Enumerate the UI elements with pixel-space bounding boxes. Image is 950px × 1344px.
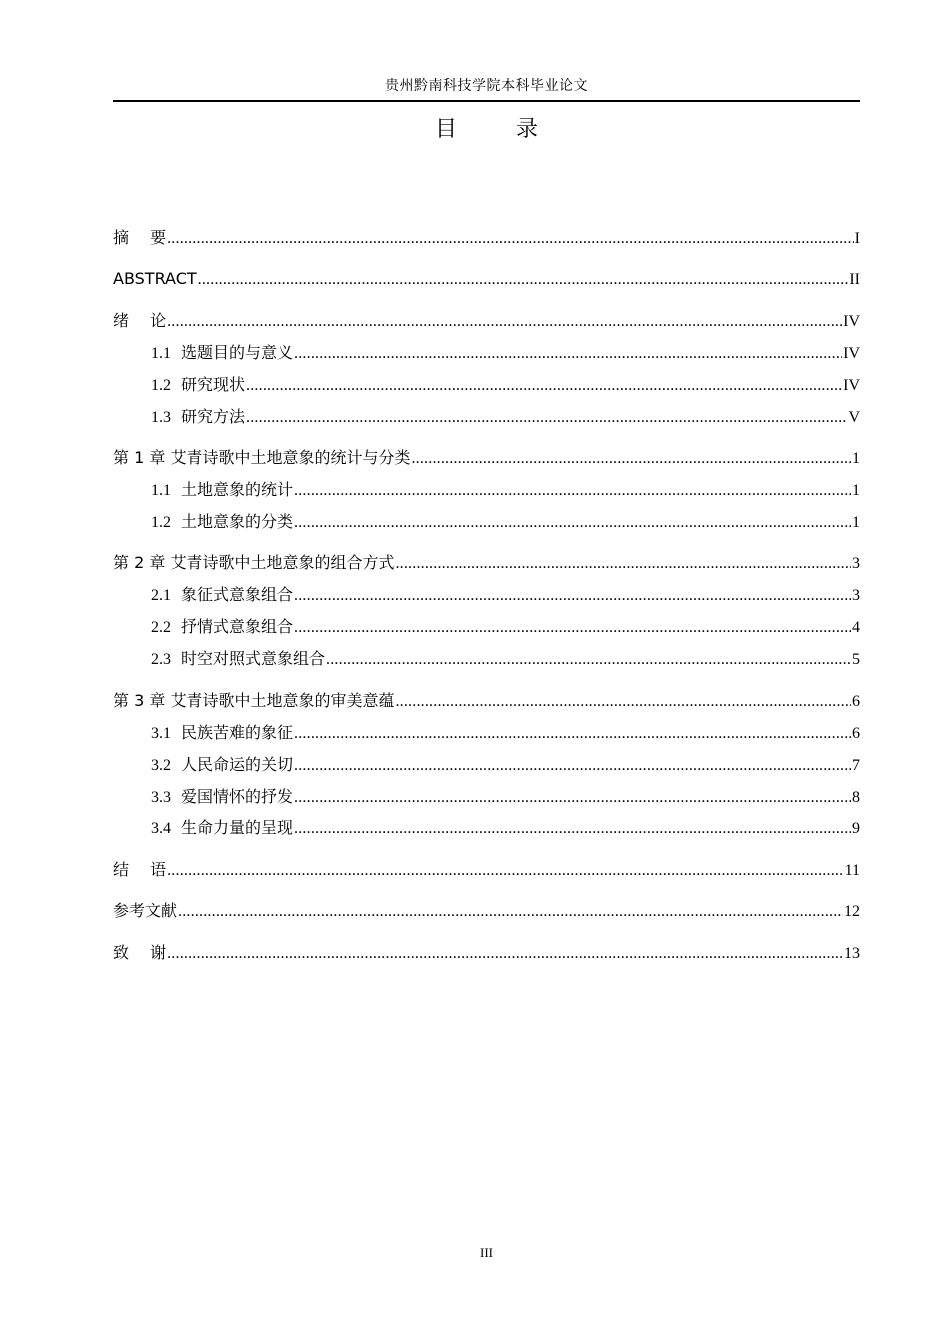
toc-entry-label: 抒情式意象组合 — [181, 617, 294, 636]
toc-entry-page: 5 — [852, 651, 860, 668]
toc-entry-conclusion[interactable] — [113, 859, 860, 881]
dot-leader — [294, 755, 851, 777]
toc-entry-page: IV — [843, 345, 860, 362]
dot-leader — [294, 480, 851, 502]
toc-entry-section[interactable] — [151, 722, 860, 744]
toc-entry-page: 6 — [852, 693, 860, 710]
dot-leader — [167, 943, 843, 965]
toc-entry-section[interactable] — [151, 584, 860, 606]
dot-leader — [178, 901, 843, 923]
dot-leader — [294, 617, 851, 639]
dot-leader — [395, 691, 851, 713]
toc-entry-page: 6 — [852, 725, 860, 742]
dot-leader — [246, 375, 842, 397]
dot-leader — [294, 512, 851, 534]
toc-entry-number: 3.1 — [151, 725, 171, 742]
toc-entry-page: 1 — [852, 514, 860, 531]
toc-entry-label: 土地意象的统计 — [181, 480, 294, 499]
toc-entry-abstract-cn[interactable] — [113, 227, 860, 249]
toc-title: 目 录 — [435, 117, 564, 142]
toc-entry-label: 致 谢 — [113, 943, 167, 962]
toc-entry-chapter-1[interactable] — [113, 447, 860, 469]
toc-entry-number: 1.1 — [151, 482, 171, 499]
toc-entry-label: 绪 论 — [113, 311, 167, 330]
toc-entry-number: 3.4 — [151, 820, 171, 837]
toc-entry-number: 1.3 — [151, 409, 171, 426]
running-header: 贵州黔南科技学院本科毕业论文 — [385, 78, 588, 94]
toc-entry-references[interactable] — [113, 900, 860, 922]
toc-entry-label: 爱国情怀的抒发 — [181, 787, 294, 806]
toc-entry-label: 选题目的与意义 — [181, 343, 294, 362]
dot-leader — [294, 343, 842, 365]
toc-entry-section[interactable] — [151, 479, 860, 501]
dot-leader — [294, 787, 851, 809]
toc-entry-label: 研究现状 — [181, 375, 246, 394]
toc-entry-section[interactable] — [151, 754, 860, 776]
toc-entry-label: 象征式意象组合 — [181, 585, 294, 604]
toc-entry-section[interactable] — [151, 786, 860, 808]
toc-entry-page: II — [849, 271, 860, 288]
toc-entry-page: 9 — [852, 820, 860, 837]
toc-entry-page: 7 — [852, 757, 860, 774]
toc-entry-abstract-en[interactable] — [113, 268, 860, 290]
header-rule — [113, 100, 860, 102]
toc-entry-section[interactable] — [151, 616, 860, 638]
toc-entry-page: 12 — [844, 903, 860, 920]
toc-entry-section[interactable] — [151, 374, 860, 396]
toc-entry-acknowledgements[interactable] — [113, 942, 860, 964]
dot-leader — [198, 269, 849, 291]
toc-entry-page: IV — [843, 377, 860, 394]
toc-entry-section[interactable] — [151, 406, 860, 428]
toc-entry-label: 人民命运的关切 — [181, 755, 294, 774]
toc-entry-number: 1.1 — [151, 345, 171, 362]
dot-leader — [246, 407, 847, 429]
toc-entry-section[interactable] — [151, 648, 860, 670]
toc-entry-label: 研究方法 — [181, 407, 246, 426]
toc-entry-page: 8 — [852, 789, 860, 806]
toc-entry-number: 1.2 — [151, 514, 171, 531]
toc-entry-page: 1 — [852, 450, 860, 467]
toc-entry-number: 2.2 — [151, 619, 171, 636]
page-number: III — [480, 1245, 493, 1260]
dot-leader — [167, 228, 854, 250]
toc-entry-label: 第 2 章 艾青诗歌中土地意象的组合方式 — [113, 553, 395, 572]
toc-entry-label: 参考文献 — [113, 901, 178, 920]
toc-entry-page: V — [848, 409, 860, 426]
toc-entry-number: 2.3 — [151, 651, 171, 668]
dot-leader — [326, 649, 851, 671]
toc-entry-page: 3 — [852, 587, 860, 604]
toc-entry-label: 摘 要 — [113, 228, 167, 247]
dot-leader — [395, 553, 851, 575]
toc-entry-number: 2.1 — [151, 587, 171, 604]
toc-entry-section[interactable] — [151, 342, 860, 364]
toc-entry-section[interactable] — [151, 817, 860, 839]
toc-entry-page: 4 — [852, 619, 860, 636]
toc-entry-introduction[interactable] — [113, 310, 860, 332]
toc-entry-page: 11 — [844, 862, 860, 879]
toc-entry-page: 13 — [844, 945, 860, 962]
dot-leader — [294, 818, 851, 840]
toc-entry-page: 1 — [852, 482, 860, 499]
toc-entry-label: 时空对照式意象组合 — [181, 649, 326, 668]
toc-entry-page: 3 — [852, 555, 860, 572]
toc-entry-label: ABSTRACT — [113, 269, 197, 288]
toc-entry-chapter-2[interactable] — [113, 552, 860, 574]
toc-entry-label: 第 1 章 艾青诗歌中土地意象的统计与分类 — [113, 448, 411, 467]
toc-entry-number: 3.2 — [151, 757, 171, 774]
toc-entry-chapter-3[interactable] — [113, 690, 860, 712]
toc-entry-label: 土地意象的分类 — [181, 512, 294, 531]
dot-leader — [411, 448, 851, 470]
toc-entry-label: 民族苦难的象征 — [181, 723, 294, 742]
toc-entry-label: 第 3 章 艾青诗歌中土地意象的审美意蕴 — [113, 691, 395, 710]
toc-entry-number: 1.2 — [151, 377, 171, 394]
dot-leader — [294, 585, 851, 607]
dot-leader — [167, 860, 844, 882]
toc-entry-section[interactable] — [151, 511, 860, 533]
toc-entry-page: IV — [843, 313, 860, 330]
toc-entry-label: 结 语 — [113, 860, 167, 879]
dot-leader — [167, 311, 842, 333]
toc-entry-number: 3.3 — [151, 789, 171, 806]
dot-leader — [294, 723, 851, 745]
toc-entry-page: I — [854, 230, 860, 247]
toc-entry-label: 生命力量的呈现 — [181, 818, 294, 837]
